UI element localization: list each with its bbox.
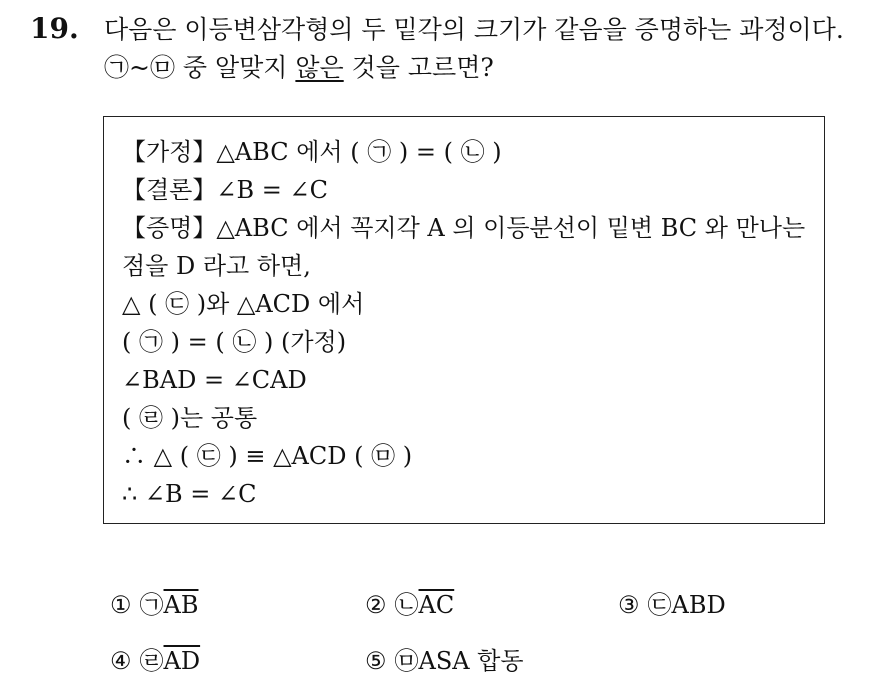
- proof-line-given-equal: ( ㉠ ) = ( ㉡ ) (가정): [122, 328, 347, 356]
- choice-text: ASA 합동: [418, 647, 524, 675]
- choice-4[interactable]: [110, 646, 200, 676]
- choice-symbol: ㉤: [394, 647, 419, 675]
- choice-symbol: ㉠: [139, 591, 164, 619]
- proof-line-final: ∴ ∠B = ∠C: [122, 480, 257, 508]
- choice-symbol: ㉢: [647, 591, 672, 619]
- proof-line-proof-cont: 점을 D 라고 하면,: [122, 252, 311, 280]
- choice-5[interactable]: [365, 646, 524, 676]
- proof-line-congruence: ∴ △ ( ㉢ ) ≡ △ACD ( ㉤ ): [122, 442, 413, 470]
- choice-3[interactable]: [618, 590, 726, 620]
- proof-line-triangles: △ ( ㉢ )와 △ACD 에서: [122, 290, 365, 318]
- proof-line-angle-equal: ∠BAD = ∠CAD: [122, 366, 307, 394]
- question-line-2: [104, 52, 494, 84]
- proof-line-conclusion: 【결론】∠B = ∠C: [122, 176, 328, 204]
- proof-line-common-side: ( ㉣ )는 공통: [122, 404, 258, 432]
- choice-number: ③: [618, 591, 640, 619]
- choice-number: ⑤: [365, 647, 387, 675]
- question-emphasis-underline: 않은: [295, 53, 344, 82]
- choice-text: $\overline{AB}$: [163, 591, 199, 619]
- choice-text: $\overline{AD}$: [163, 647, 201, 675]
- proof-line-proof-start: 【증명】△ABC 에서 꼭지각 A 의 이등분선이 밑변 BC 와 만나는: [122, 214, 806, 242]
- question-line-1: 다음은 이등변삼각형의 두 밑각의 크기가 같음을 증명하는 과정이다.: [104, 15, 844, 44]
- choice-text: ABD: [671, 591, 726, 619]
- proof-line-assumption: 【가정】△ABC 에서 ( ㉠ ) = ( ㉡ ): [122, 138, 502, 166]
- choice-number: ④: [110, 647, 132, 675]
- choice-number: ①: [110, 591, 132, 619]
- choice-symbol: ㉣: [139, 647, 164, 675]
- choice-text: $\overline{AC}$: [418, 591, 455, 619]
- proof-box: [103, 116, 825, 524]
- question-line-2-suffix: 것을 고르면?: [343, 53, 494, 82]
- choice-number: ②: [365, 591, 387, 619]
- question-line-2-prefix: ㉠~㉤ 중 알맞지: [104, 53, 296, 82]
- choice-2[interactable]: [365, 590, 454, 620]
- choice-symbol: ㉡: [394, 591, 419, 619]
- question-number: 19.: [30, 12, 79, 45]
- choice-1[interactable]: [110, 590, 198, 620]
